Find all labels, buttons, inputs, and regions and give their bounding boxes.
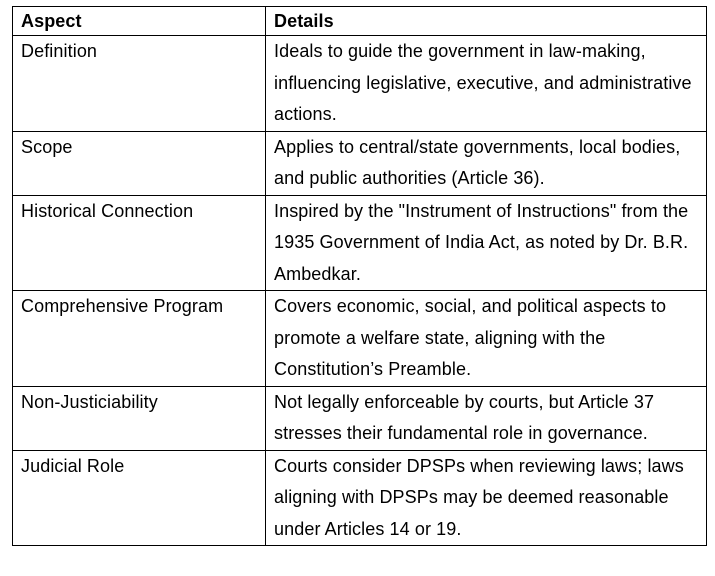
aspect-cell: Scope [13,131,266,195]
aspect-cell: Historical Connection [13,195,266,291]
table-row [13,131,707,195]
dpsp-table-container [12,6,707,546]
aspect-cell: Definition [13,36,266,132]
details-cell: Applies to central/state governments, local bodies, and public authorities (Article 36). [266,131,707,195]
table-row [13,195,707,291]
aspect-cell: Comprehensive Program [13,291,266,387]
dpsp-aspects-table [12,6,707,546]
details-cell: Covers economic, social, and political aspects to promote a welfare state, aligning with the Constitution’s Preamble. [266,291,707,387]
header-aspect: Aspect [13,7,266,36]
table-row [13,450,707,546]
aspect-cell: Judicial Role [13,450,266,546]
details-cell: Inspired by the "Instrument of Instructions" from the 1935 Government of India Act, as noted by Dr. B.R. Ambedkar. [266,195,707,291]
table-header-row [13,7,707,36]
header-details: Details [266,7,707,36]
table-row [13,291,707,387]
details-cell: Ideals to guide the government in law-making, influencing legislative, executive, and administrative actions. [266,36,707,132]
details-cell: Not legally enforceable by courts, but Article 37 stresses their fundamental role in governance. [266,386,707,450]
table-row [13,36,707,132]
aspect-cell: Non-Justiciability [13,386,266,450]
table-row [13,386,707,450]
details-cell: Courts consider DPSPs when reviewing laws; laws aligning with DPSPs may be deemed reasonable under Articles 14 or 19. [266,450,707,546]
